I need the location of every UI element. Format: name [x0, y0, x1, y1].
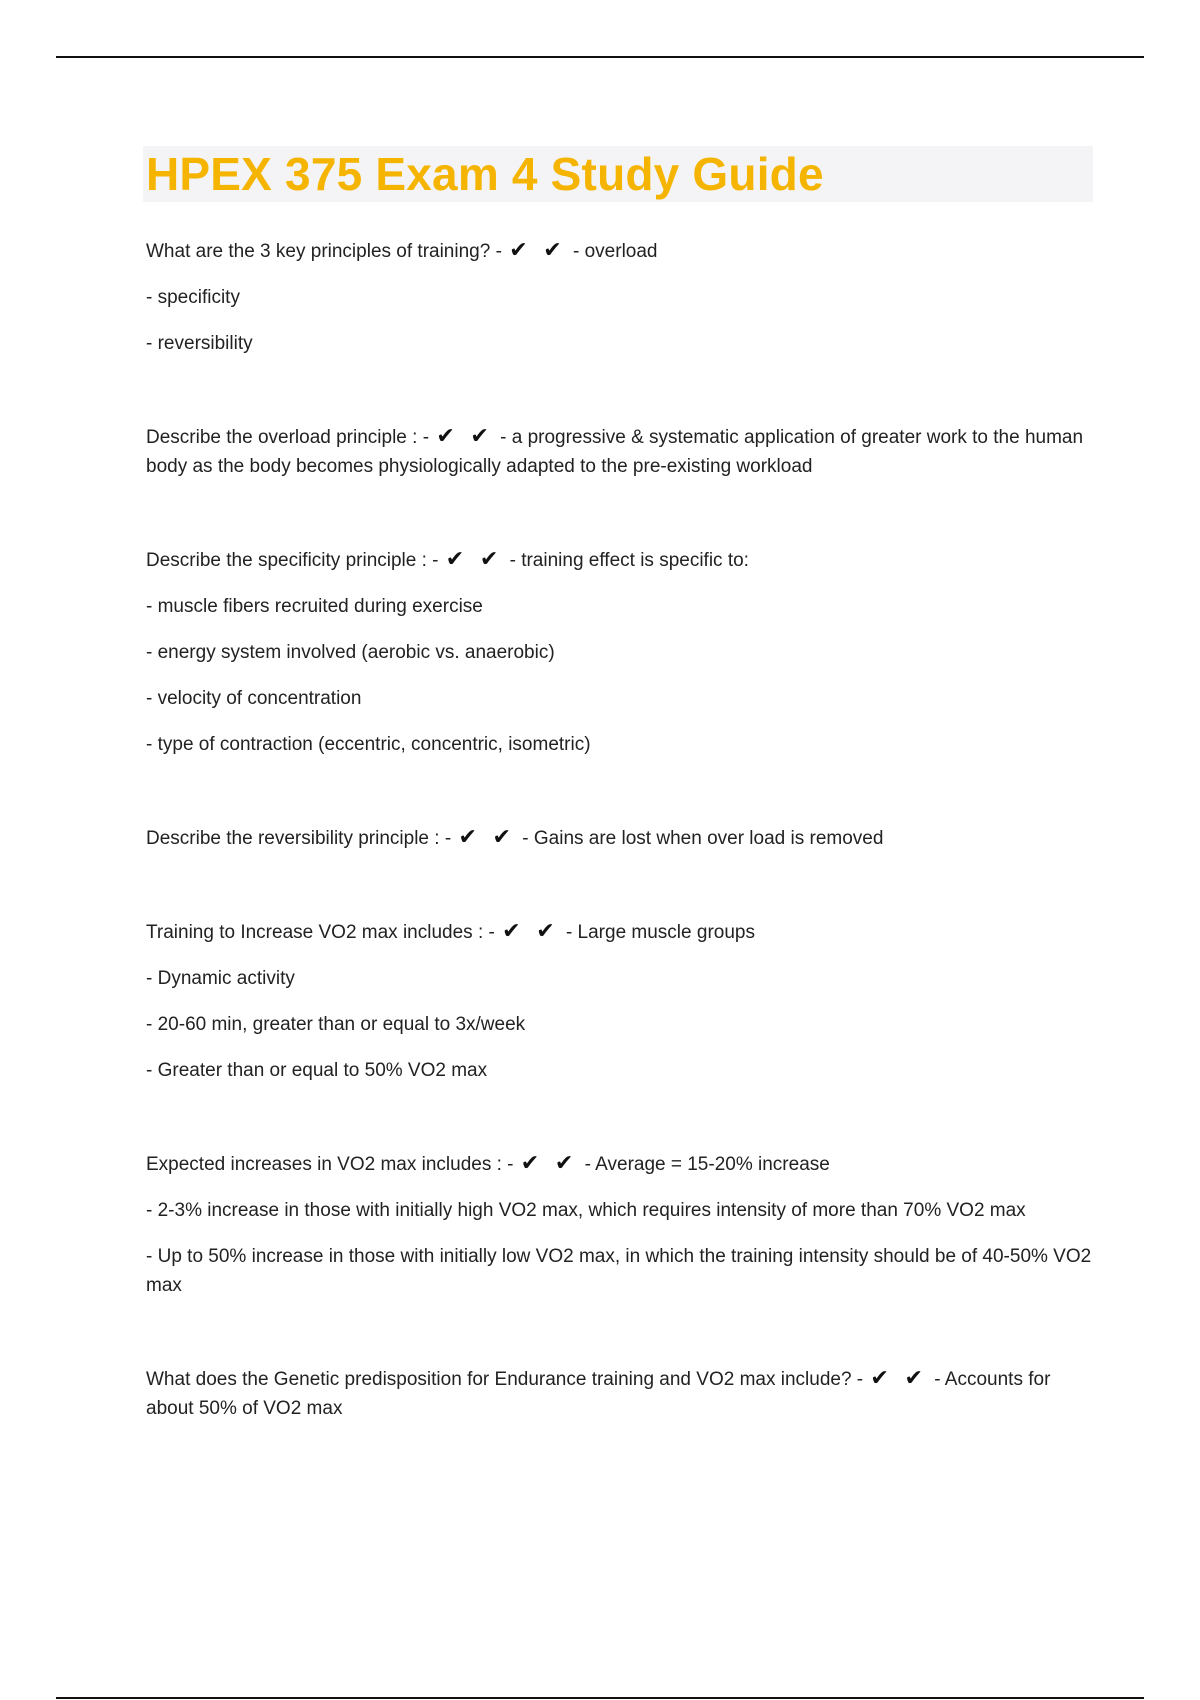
qa-block: [146, 422, 1096, 481]
answer-text: - Average = 15-20% increase: [584, 1154, 830, 1175]
question-text: Describe the specificity principle : -: [146, 550, 439, 571]
question-text: What are the 3 key principles of training? -: [146, 241, 502, 262]
answer-text: - Accounts for about 50% of VO2 max: [146, 1369, 1051, 1419]
answer-line: - type of contraction (eccentric, concentric, isometric): [146, 734, 591, 755]
question-text: What does the Genetic predisposition for Endurance training and VO2 max include? -: [146, 1369, 864, 1390]
qa-block: [146, 823, 1096, 853]
answer-text: - Gains are lost when over load is removed: [522, 828, 884, 849]
page-title: HPEX 375 Exam 4 Study Guide: [146, 148, 824, 200]
answer-line: - Greater than or equal to 50% VO2 max: [146, 1060, 488, 1081]
qa-block: [146, 917, 1096, 1085]
qa-block: [146, 1149, 1096, 1300]
qa-question-line: [146, 1149, 1096, 1179]
question-text: Expected increases in VO2 max includes : -: [146, 1154, 514, 1175]
answer-text: - a progressive & systematic application of greater work to the human body as the body becomes physiologically adapted to the pre-existing workload: [146, 427, 1084, 477]
answer-text: - overload: [573, 241, 658, 262]
study-guide-content: [146, 236, 1096, 1487]
answer-line: - muscle fibers recruited during exercise: [146, 596, 483, 617]
answer-line: - specificity: [146, 287, 240, 308]
answer-line: - reversibility: [146, 333, 253, 354]
answer-line: - velocity of concentration: [146, 688, 362, 709]
answer-text: - training effect is specific to:: [509, 550, 749, 571]
answer-line: - Dynamic activity: [146, 968, 295, 989]
answer-line: - Up to 50% increase in those with initially low VO2 max, in which the training intensity should be of 40-50% VO2 max: [146, 1246, 1092, 1296]
qa-block: [146, 236, 1096, 358]
question-text: Training to Increase VO2 max includes : -: [146, 922, 495, 943]
double-check-icon: ✔ ✔: [458, 825, 515, 850]
qa-block: [146, 545, 1096, 759]
answer-line: - 2-3% increase in those with initially high VO2 max, which requires intensity of more than 70% VO2 max: [146, 1200, 1026, 1221]
qa-question-line: [146, 823, 1096, 853]
qa-question-line: [146, 422, 1096, 481]
qa-question-line: [146, 545, 1096, 575]
double-check-icon: ✔ ✔: [445, 547, 503, 572]
double-check-icon: ✔ ✔: [509, 238, 566, 263]
footer-rule: [56, 1697, 1144, 1699]
double-check-icon: ✔ ✔: [870, 1366, 927, 1391]
double-check-icon: ✔ ✔: [520, 1151, 578, 1176]
answer-line: - 20-60 min, greater than or equal to 3x/week: [146, 1014, 526, 1035]
qa-question-line: [146, 917, 1096, 947]
double-check-icon: ✔ ✔: [436, 424, 493, 449]
answer-text: - Large muscle groups: [565, 922, 755, 943]
qa-question-line: [146, 1364, 1096, 1423]
question-text: Describe the reversibility principle : -: [146, 828, 452, 849]
double-check-icon: ✔ ✔: [502, 919, 559, 944]
question-text: Describe the overload principle : -: [146, 427, 430, 448]
answer-line: - energy system involved (aerobic vs. anaerobic): [146, 642, 555, 663]
qa-block: [146, 1364, 1096, 1423]
qa-question-line: [146, 236, 1096, 266]
header-rule: [56, 56, 1144, 58]
